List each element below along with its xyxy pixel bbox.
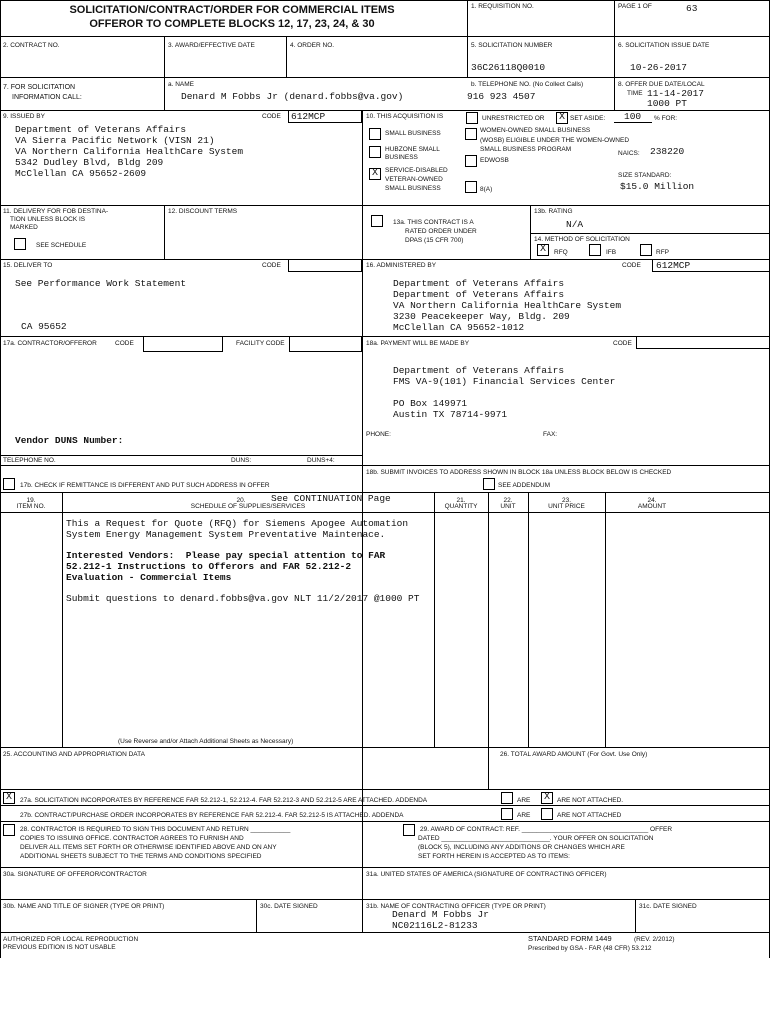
rfq-checkbox[interactable]: X bbox=[537, 244, 549, 256]
hubzone-label: HUBZONE SMALL bbox=[385, 146, 440, 153]
offeror-signature-label: 30a. SIGNATURE OF OFFEROR/CONTRACTOR bbox=[3, 871, 147, 878]
offer-due-time: 1000 PT bbox=[647, 98, 687, 109]
see-schedule-label: SEE SCHEDULE bbox=[36, 242, 87, 249]
27a-are-label: ARE bbox=[517, 797, 531, 804]
award-checkbox[interactable] bbox=[403, 824, 415, 836]
deliver-code-label: CODE bbox=[262, 262, 281, 269]
ifb-checkbox[interactable] bbox=[589, 244, 601, 256]
rating-value: N/A bbox=[566, 219, 584, 230]
issued-line-3: VA Northern California HealthCare System bbox=[15, 146, 244, 157]
rated-order-label-3: DPAS (15 CFR 700) bbox=[405, 237, 464, 244]
payment-line-4: PO Box 149971 bbox=[393, 398, 468, 409]
payment-line-5: Austin TX 78714-9971 bbox=[393, 409, 508, 420]
administered-line-4: 3230 Peacekeeper Way, Bldg. 209 bbox=[393, 311, 570, 322]
solicitation-number-label: 5. SOLICITATION NUMBER bbox=[471, 42, 553, 49]
far-27a-checkbox[interactable]: X bbox=[3, 792, 15, 804]
total-award-label: 26. TOTAL AWARD AMOUNT (For Govt. Use Only) bbox=[500, 751, 648, 758]
administered-label: 16. ADMINISTERED BY bbox=[366, 262, 437, 269]
b29-line-2: DATED ______________________________. YOUR OFFER ON SOLICITATION bbox=[418, 835, 654, 842]
administered-line-5: McClellan CA 95652-1012 bbox=[393, 322, 525, 333]
form-revision: (REV. 2/2012) bbox=[634, 936, 675, 943]
col-item-num: 19. bbox=[26, 497, 36, 504]
edwosb-label: EDWOSB bbox=[480, 157, 509, 164]
payment-label: 18a. PAYMENT WILL BE MADE BY bbox=[366, 340, 470, 347]
col-schedule-num: 20. bbox=[236, 497, 246, 504]
facility-code-box[interactable] bbox=[289, 336, 362, 352]
fob-label-3: MARKED bbox=[10, 224, 38, 231]
remittance-checkbox[interactable] bbox=[3, 478, 15, 490]
eight-a-label: 8(A) bbox=[480, 186, 493, 193]
administered-line-3: VA Northern California HealthCare System bbox=[393, 300, 622, 311]
info-call-label: 7. FOR SOLICITATION bbox=[3, 84, 76, 91]
27a-are-not-label: ARE NOT ATTACHED. bbox=[557, 797, 624, 804]
27b-are-not-label: ARE NOT ATTACHED bbox=[557, 812, 622, 819]
remittance-label: 17b. CHECK IF REMITTANCE IS DIFFERENT AND PUT SUCH ADDRESS IN OFFER bbox=[20, 482, 270, 489]
continuation-page: See CONTINUATION Page bbox=[271, 493, 391, 504]
percent-for-label: % FOR: bbox=[654, 115, 678, 122]
small-business-checkbox[interactable] bbox=[369, 128, 381, 140]
set-aside-checkbox[interactable]: X bbox=[556, 112, 568, 124]
schedule-desc-2: System Energy Management System Preventative Maintenace. bbox=[66, 529, 386, 540]
administered-line-2: Department of Veterans Affairs bbox=[393, 289, 565, 300]
col-item-no: ITEM NO. bbox=[16, 503, 46, 510]
schedule-desc-3: Interested Vendors: Please pay special attention to FAR bbox=[66, 550, 386, 561]
contact-name-label: a. NAME bbox=[168, 81, 195, 88]
hubzone-label-2: BUSINESS bbox=[385, 154, 418, 161]
rating-label: 13b. RATING bbox=[534, 208, 573, 215]
deliver-code-box bbox=[288, 259, 362, 272]
page-label: PAGE 1 OF bbox=[618, 3, 652, 10]
schedule-desc-4: 52.212-1 Instructions to Offerors and FAR 52.212-2 bbox=[66, 561, 352, 572]
b29-line-4: SET FORTH HEREIN IS ACCEPTED AS TO ITEMS: bbox=[418, 853, 570, 860]
set-aside-percent: 100 bbox=[624, 111, 642, 122]
payment-phone-label: PHONE: bbox=[366, 431, 391, 438]
solicitation-method-label: 14. METHOD OF SOLICITATION bbox=[534, 236, 630, 243]
hubzone-checkbox[interactable] bbox=[369, 146, 381, 158]
info-call-label-2: INFORMATION CALL: bbox=[12, 94, 82, 101]
co-id: NC02116L2-81233 bbox=[392, 920, 478, 931]
contractor-sign-checkbox[interactable] bbox=[3, 824, 15, 836]
co-signature-label: 31a. UNITED STATES OF AMERICA (SIGNATURE OF CONTRACTING OFFICER) bbox=[366, 871, 607, 878]
deliver-to-value: See Performance Work Statement bbox=[15, 278, 187, 289]
fob-label-2: TION UNLESS BLOCK IS bbox=[10, 216, 86, 223]
b28-line-2: COPIES TO ISSUING OFFICE. CONTRACTOR AGREES TO FURNISH AND bbox=[20, 835, 244, 842]
col-unit-price: UNIT PRICE bbox=[548, 503, 585, 510]
small-business-label: SMALL BUSINESS bbox=[385, 130, 441, 137]
administered-code-label: CODE bbox=[622, 262, 641, 269]
sdvosb-label-3: SMALL BUSINESS bbox=[385, 185, 441, 192]
signer-name-label: 30b. NAME AND TITLE OF SIGNER (TYPE OR PRINT) bbox=[3, 903, 165, 910]
rated-order-checkbox[interactable] bbox=[371, 215, 383, 227]
schedule-desc-5: Evaluation - Commercial Items bbox=[66, 572, 232, 583]
schedule-desc-6: Submit questions to denard.fobbs@va.gov NLT 11/2/2017 @1000 PT bbox=[66, 593, 420, 604]
far-27a-label: 27a. SOLICITATION INCORPORATES BY REFERENCE FAR 52.212-1, 52.212-4. FAR 52.212-3 AND 52.212-5 ARE ATTACHED. ADDENDA bbox=[20, 797, 428, 804]
naics-label: NAICS: bbox=[618, 150, 640, 157]
col-quantity-num: 21. bbox=[456, 497, 466, 504]
duns-label: DUNS: bbox=[231, 457, 252, 464]
naics-value: 238220 bbox=[650, 146, 685, 157]
co-date-label: 31c. DATE SIGNED bbox=[639, 903, 697, 910]
ifb-label: IFB bbox=[606, 249, 617, 256]
contractor-telephone-label: TELEPHONE NO. bbox=[3, 457, 56, 464]
form-border-top bbox=[0, 0, 770, 1]
size-standard-value: $15.0 Million bbox=[620, 181, 695, 192]
prescribed-by: Prescribed by GSA - FAR (48 CFR) 53.212 bbox=[528, 945, 652, 952]
rated-order-label-2: RATED ORDER UNDER bbox=[405, 228, 477, 235]
27b-are-not-checkbox[interactable] bbox=[541, 808, 553, 820]
27b-are-label: ARE bbox=[517, 812, 531, 819]
payment-code-box bbox=[636, 336, 770, 349]
form-subtitle: OFFEROR TO COMPLETE BLOCKS 12, 17, 23, 24, & 30 bbox=[89, 18, 375, 30]
b28-line-1: 28. CONTRACTOR IS REQUIRED TO SIGN THIS DOCUMENT AND RETURN ___________ bbox=[20, 826, 291, 833]
duns4-label: DUNS+4: bbox=[307, 457, 335, 464]
standard-form: STANDARD FORM 1449 bbox=[528, 934, 612, 943]
edwosb-checkbox[interactable] bbox=[465, 155, 477, 167]
contact-name: Denard M Fobbs Jr (denard.fobbs@va.gov) bbox=[181, 91, 404, 102]
see-addendum-label: SEE ADDENDUM bbox=[498, 482, 551, 489]
wosb-checkbox[interactable] bbox=[465, 128, 477, 140]
b28-line-4: ADDITIONAL SHEETS SUBJECT TO THE TERMS AND CONDITIONS SPECIFIED bbox=[20, 853, 262, 860]
acquisition-label: 10. THIS ACQUISITION IS bbox=[366, 113, 444, 120]
accounting-label: 25. ACCOUNTING AND APPROPRIATION DATA bbox=[3, 751, 145, 758]
solicitation-number: 36C26118Q0010 bbox=[471, 62, 546, 73]
sdvosb-label: SERVICE-DISABLED bbox=[385, 167, 448, 174]
rated-order-label: 13a. THIS CONTRACT IS A bbox=[393, 219, 474, 226]
wosb-label-2: (WOSB) ELIGIBLE UNDER THE WOMEN-OWNED bbox=[480, 137, 630, 144]
facility-code-label: FACILITY CODE bbox=[236, 340, 285, 347]
set-aside-label: SET ASIDE: bbox=[570, 115, 606, 122]
wosb-label: WOMEN-OWNED SMALL BUSINESS bbox=[480, 127, 591, 134]
b29-line-1: 29. AWARD OF CONTRACT: REF. ___________________________________ OFFER bbox=[420, 826, 673, 833]
vendor-duns-label: Vendor DUNS Number: bbox=[15, 435, 124, 446]
issue-date: 10-26-2017 bbox=[630, 62, 688, 73]
offeror-date-label: 30c. DATE SIGNED bbox=[260, 903, 318, 910]
issue-date-label: 6. SOLICITATION ISSUE DATE bbox=[618, 42, 710, 49]
issued-line-4: 5342 Dudley Blvd, Bldg 209 bbox=[15, 157, 164, 168]
discount-terms-label: 12. DISCOUNT TERMS bbox=[168, 208, 238, 215]
page-total: 63 bbox=[686, 3, 698, 14]
issued-line-5: McClellan CA 95652-2609 bbox=[15, 168, 147, 179]
offer-due-date: 11-14-2017 bbox=[647, 88, 705, 99]
issued-by-label: 9. ISSUED BY bbox=[3, 113, 45, 120]
issued-code: 612MCP bbox=[291, 111, 326, 122]
submit-invoices-label: 18b. SUBMIT INVOICES TO ADDRESS SHOWN IN BLOCK 18a UNLESS BLOCK BELOW IS CHECKED bbox=[366, 469, 672, 476]
wosb-label-3: SMALL BUSINESS PROGRAM bbox=[480, 146, 572, 153]
contractor-code-label: CODE bbox=[115, 340, 134, 347]
27a-are-not-checkbox[interactable]: X bbox=[541, 792, 553, 804]
col-quantity: QUANTITY bbox=[444, 503, 478, 510]
reverse-note: (Use Reverse and/or Attach Additional Sheets as Necessary) bbox=[118, 738, 294, 745]
offer-due-label: 8. OFFER DUE DATE/LOCAL bbox=[618, 81, 705, 88]
issued-line-2: VA Sierra Pacific Network (VISN 21) bbox=[15, 135, 215, 146]
order-no-label: 4. ORDER NO. bbox=[290, 42, 335, 49]
col-unit-num: 22. bbox=[503, 497, 513, 504]
payment-fax-label: FAX: bbox=[543, 431, 558, 438]
deliver-to-label: 15. DELIVER TO bbox=[3, 262, 53, 269]
contractor-code-box[interactable] bbox=[143, 336, 223, 352]
offer-due-time-label: TIME bbox=[627, 90, 643, 97]
sdvosb-checkbox[interactable]: X bbox=[369, 168, 381, 180]
b29-line-3: (BLOCK 5), INCLUDING ANY ADDITIONS OR CHANGES WHICH ARE bbox=[418, 844, 625, 851]
issued-code-label: CODE bbox=[262, 113, 281, 120]
payment-line-1: Department of Veterans Affairs bbox=[393, 365, 565, 376]
size-standard-label: SIZE STANDARD: bbox=[618, 172, 672, 179]
b28-line-3: DELIVER ALL ITEMS SET FORTH OR OTHERWISE IDENTIFIED ABOVE AND ON ANY bbox=[20, 844, 277, 851]
col-amount: AMOUNT bbox=[637, 503, 667, 510]
local-reproduction: AUTHORIZED FOR LOCAL REPRODUCTION bbox=[3, 936, 139, 943]
see-schedule-checkbox[interactable] bbox=[14, 238, 26, 250]
col-amount-num: 24. bbox=[647, 497, 657, 504]
col-unit: UNIT bbox=[500, 503, 516, 510]
telephone: 916 923 4507 bbox=[467, 91, 536, 102]
payment-line-2: FMS VA-9(101) Financial Services Center bbox=[393, 376, 616, 387]
rfq-label: RFQ bbox=[554, 249, 568, 256]
co-name: Denard M Fobbs Jr bbox=[392, 909, 489, 920]
form-border-left bbox=[0, 0, 1, 958]
unrestricted-label: UNRESTRICTED OR bbox=[482, 115, 545, 122]
requisition-no-label: 1. REQUISITION NO. bbox=[471, 3, 534, 10]
previous-edition: PREVIOUS EDITION IS NOT USABLE bbox=[3, 944, 116, 951]
rfp-checkbox[interactable] bbox=[640, 244, 652, 256]
col-schedule: SCHEDULE OF SUPPLIES/SERVICES bbox=[190, 503, 306, 510]
fob-label: 11. DELIVERY FOR FOB DESTINA- bbox=[3, 208, 109, 215]
schedule-desc-1: This a Request for Quote (RFQ) for Siemens Apogee Automation bbox=[66, 518, 409, 529]
award-date-label: 3. AWARD/EFFECTIVE DATE bbox=[168, 42, 255, 49]
sdvosb-label-2: VETERAN-OWNED bbox=[385, 176, 443, 183]
27a-are-checkbox[interactable] bbox=[501, 792, 513, 804]
col-unit-price-num: 23. bbox=[561, 497, 572, 504]
27b-are-checkbox[interactable] bbox=[501, 808, 513, 820]
deliver-to-zip: CA 95652 bbox=[21, 321, 67, 332]
see-addendum-checkbox[interactable] bbox=[483, 478, 495, 490]
issued-line-1: Department of Veterans Affairs bbox=[15, 124, 187, 135]
administered-line-1: Department of Veterans Affairs bbox=[393, 278, 565, 289]
far-27b-label: 27b. CONTRACT/PURCHASE ORDER INCORPORATES BY REFERENCE FAR 52.212-4. FAR 52.212-5 IS ATTACHED. ADDENDA bbox=[20, 812, 404, 819]
eight-a-checkbox[interactable] bbox=[465, 181, 477, 193]
payment-code-label: CODE bbox=[613, 340, 632, 347]
telephone-label: b. TELEPHONE NO. (No Collect Calls) bbox=[471, 81, 584, 88]
administered-code: 612MCP bbox=[656, 260, 691, 271]
contractor-label: 17a. CONTRACTOR/OFFEROR bbox=[3, 340, 97, 347]
unrestricted-checkbox[interactable] bbox=[466, 112, 478, 124]
contract-no-label: 2. CONTRACT NO. bbox=[3, 42, 60, 49]
co-name-label: 31b. NAME OF CONTRACTING OFFICER (TYPE OR PRINT) bbox=[366, 903, 546, 910]
rfp-label: RFP bbox=[656, 249, 669, 256]
form-title: SOLICITATION/CONTRACT/ORDER FOR COMMERCIAL ITEMS bbox=[69, 4, 395, 16]
